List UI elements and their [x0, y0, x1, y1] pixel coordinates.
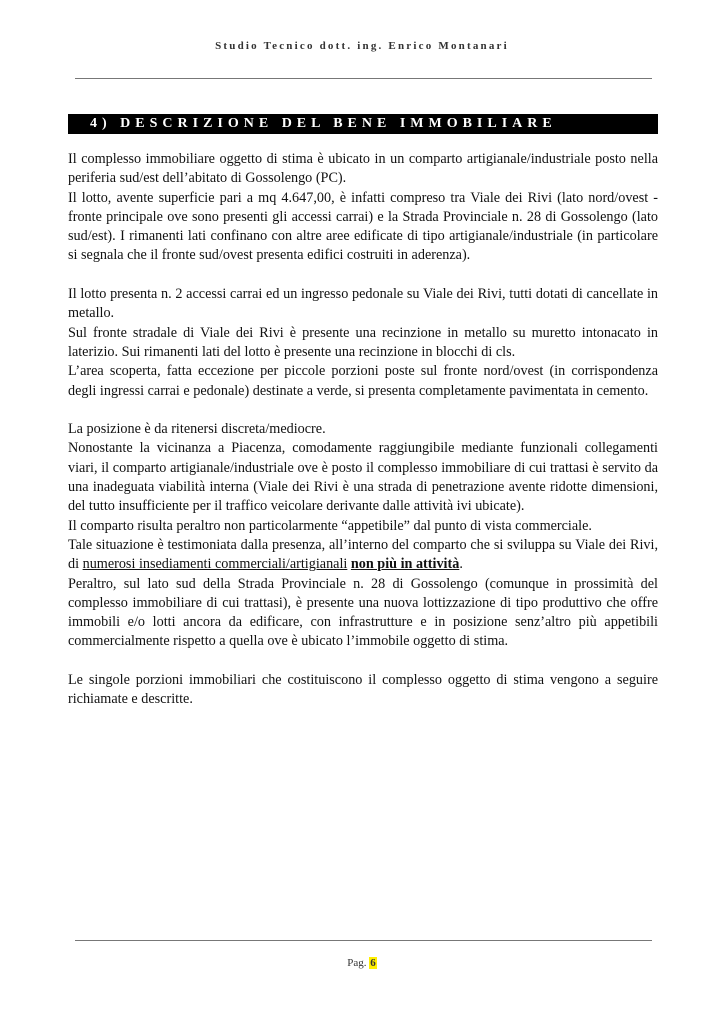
- page-footer: [0, 957, 724, 969]
- header-rule: [75, 78, 652, 79]
- footer-rule: [75, 940, 652, 941]
- body-text: [68, 150, 658, 710]
- paragraph: [68, 536, 658, 575]
- paragraph: Le singole porzioni immobiliari che costituiscono il complesso oggetto di stima vengono a seguire richiamate e descritte.: [68, 672, 658, 708]
- section-heading: 4) DESCRIZIONE DEL BENE IMMOBILIARE: [90, 116, 557, 131]
- paragraph-text: Tale situazione è testimoniata dalla presenza, all’interno del comparto che si sviluppa su Viale dei Rivi, di: [68, 536, 658, 573]
- underlined-text: numerosi insediamenti commerciali/artigianali: [82, 556, 348, 573]
- paragraph: Sul fronte stradale di Viale dei Rivi è presente una recinzione in metallo su muretto intonacato in laterizio. Sui rimanenti lati del lotto è presente una recinzione in blocchi di cls.: [68, 324, 658, 360]
- paragraph: Peraltro, sul lato sud della Strada Provinciale n. 28 di Gossolengo (comunque in prossimità del complesso immobiliare di cui trattasi), è presente una nuova lottizzazione di tipo produttivo che offre immobili e/o lotti ancora da edificare, con infrastrutture e in posizione senz’altro più appetibili commercialmente rispetto a quella ove è ubicato l’immobile oggetto di stima.: [68, 575, 658, 650]
- bold-underlined-text: non più in attività: [350, 556, 460, 573]
- paragraph-end: .: [459, 556, 463, 573]
- paragraph: Il complesso immobiliare oggetto di stima è ubicato in un comparto artigianale/industriale posto nella periferia sud/est dell’abitato di Gossolengo (PC).: [68, 151, 658, 187]
- paragraph: La posizione è da ritenersi discreta/mediocre.: [68, 421, 326, 438]
- header-title: Studio Tecnico dott. ing. Enrico Montanari: [215, 40, 509, 52]
- paragraph: Il lotto presenta n. 2 accessi carrai ed un ingresso pedonale su Viale dei Rivi, tutti dotati di cancellate in metallo.: [68, 286, 658, 322]
- paragraph: Il lotto, avente superficie pari a mq 4.647,00, è infatti compreso tra Viale dei Rivi (lato nord/ovest - fronte principale ove sono presenti gli accessi carrai) e la Strada Provinciale n. 28 di Gossolengo (lato sud/est). I rimanenti lati confinano con altre aree edificate di tipo artigianale/industriale (in particolare si segnala che il fronte sud/ovest presenta edifici costruiti in aderenza).: [68, 189, 658, 264]
- page-number: 6: [370, 957, 376, 969]
- paragraph: Nonostante la vicinanza a Piacenza, comodamente raggiungibile mediante funzionali collegamenti viari, il comparto artigianale/industriale ove è posto il complesso immobiliare di cui trattasi è servito da una inadeguata viabilità interna (Viale dei Rivi è una strada di penetrazione avente ridotte dimensioni, del tutto insufficiente per il traffico veicolare derivante dalle attività ivi ubicate).: [68, 440, 658, 515]
- paragraph: L’area scoperta, fatta eccezione per piccole porzioni poste sul fronte nord/ovest (in corrispondenza degli ingressi carrai e pedonale) destinate a verde, si presenta completamente pavimentata in cemento.: [68, 363, 658, 399]
- paragraph: Il comparto risulta peraltro non particolarmente “appetibile” dal punto di vista commerciale.: [68, 517, 592, 534]
- page-label: Pag.: [347, 957, 367, 969]
